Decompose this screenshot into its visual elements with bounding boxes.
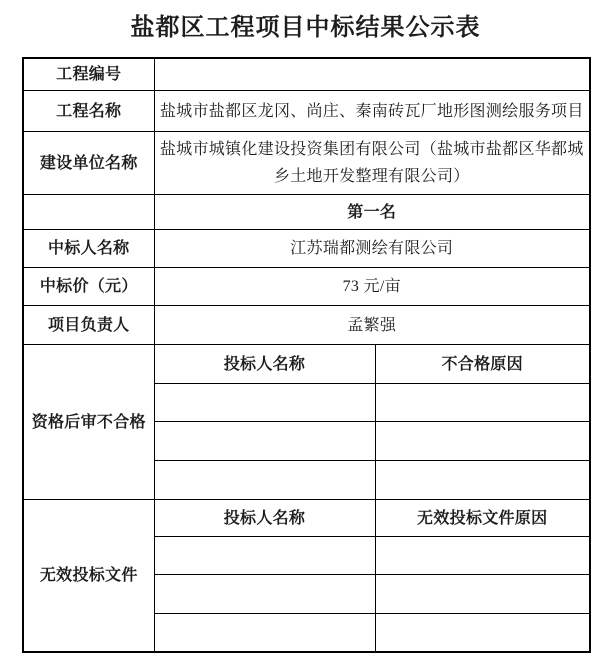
empty-cell (375, 422, 590, 461)
row-project-manager (23, 306, 590, 345)
row-invalid-bid-header (23, 500, 590, 537)
empty-cell (154, 614, 375, 652)
value-project-number (154, 58, 590, 91)
row-post-qualification-header (23, 345, 590, 384)
empty-cell (375, 537, 590, 575)
label-winner-name: 中标人名称 (23, 230, 154, 268)
empty-cell (375, 461, 590, 500)
empty-cell (375, 575, 590, 614)
value-winner-name: 江苏瑞都测绘有限公司 (154, 230, 590, 268)
row-first-place (23, 195, 590, 230)
label-post-qualification-failed: 资格后审不合格 (23, 345, 154, 500)
value-first-place: 第一名 (154, 195, 590, 230)
empty-cell (375, 384, 590, 422)
label-construction-unit: 建设单位名称 (23, 132, 154, 195)
empty-cell (375, 614, 590, 652)
bid-result-table (22, 57, 591, 653)
empty-cell (154, 384, 375, 422)
empty-cell (154, 575, 375, 614)
row-winning-price (23, 268, 590, 306)
value-project-manager: 孟繁强 (154, 306, 590, 345)
value-construction-unit: 盐城市城镇化建设投资集团有限公司（盐城市盐都区华都城乡土地开发整理有限公司） (154, 132, 590, 195)
empty-cell (154, 422, 375, 461)
row-construction-unit (23, 132, 590, 195)
label-project-name: 工程名称 (23, 91, 154, 132)
label-first-place-empty (23, 195, 154, 230)
header-invalid-reason: 无效投标文件原因 (375, 500, 590, 537)
value-project-name: 盐城市盐都区龙冈、尚庄、秦南砖瓦厂地形图测绘服务项目 (154, 91, 590, 132)
label-winning-price: 中标价（元） (23, 268, 154, 306)
value-winning-price: 73 元/亩 (154, 268, 590, 306)
header-bidder-name: 投标人名称 (154, 345, 375, 384)
label-project-number: 工程编号 (23, 58, 154, 91)
row-project-number (23, 58, 590, 91)
header-fail-reason: 不合格原因 (375, 345, 590, 384)
page-title: 盐都区工程项目中标结果公示表 (130, 15, 481, 41)
header-bidder-name: 投标人名称 (154, 500, 375, 537)
label-invalid-bid-documents: 无效投标文件 (23, 500, 154, 652)
empty-cell (154, 461, 375, 500)
row-winner-name (23, 230, 590, 268)
empty-cell (154, 537, 375, 575)
label-project-manager: 项目负责人 (23, 306, 154, 345)
row-project-name (23, 91, 590, 132)
